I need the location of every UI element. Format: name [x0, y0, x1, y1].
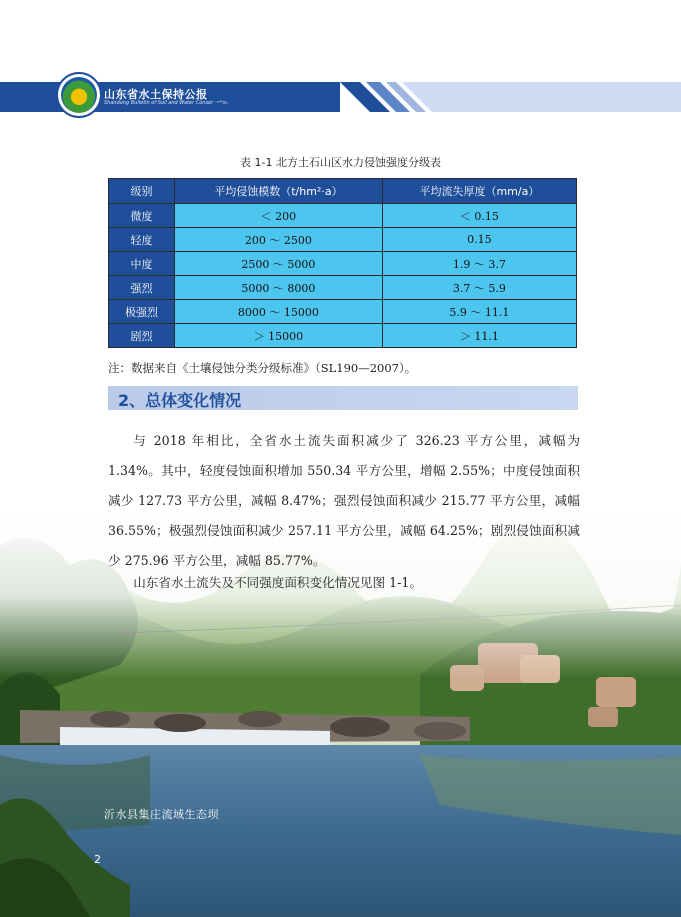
modulus-cell: 5000 ～ 8000	[175, 276, 383, 300]
table-header-cell: 级别	[109, 179, 175, 204]
table-row	[109, 228, 577, 252]
thickness-cell: 5.9 ～ 11.1	[382, 300, 576, 324]
figure-reference: 山东省水土流失及不同强度面积变化情况见图 1-1。	[133, 575, 422, 590]
page-number: 2	[94, 853, 101, 866]
grade-cell: 极强烈	[109, 300, 175, 324]
header-subtitle: Shandong Bulletin of Soil and Water Conservation	[104, 100, 229, 106]
erosion-grade-table	[108, 178, 577, 348]
banner-stripes	[0, 82, 681, 112]
thickness-cell: 1.9 ～ 3.7	[382, 252, 576, 276]
table-header-cell: 平均侵蚀模数（t/hm²·a）	[175, 179, 383, 204]
table-row	[109, 276, 577, 300]
thickness-cell: 3.7 ～ 5.9	[382, 276, 576, 300]
table-row	[109, 204, 577, 228]
thickness-cell: ＞ 11.1	[382, 324, 576, 348]
table-header-cell: 平均流失厚度（mm/a）	[382, 179, 576, 204]
modulus-cell: ＞ 15000	[175, 324, 383, 348]
summary-paragraph: 与 2018 年相比，全省水土流失面积减少了 326.23 平方公里，减幅为 1.34%。其中，轻度侵蚀面积增加 550.34 平方公里，增幅 2.55%；中度侵蚀面积减少 127.73 平方公里，减幅 8.47%；强烈侵蚀面积减少 215.77 平方公里，减幅 36.55%；极强烈侵蚀面积减少 257.11 平方公里，减幅 64.25%；剧烈侵蚀面积减少 275.96 平方公里，减幅 85.77%。	[108, 433, 580, 568]
grade-cell: 轻度	[109, 228, 175, 252]
table-row	[109, 324, 577, 348]
header-title: 山东省水土保持公报	[104, 88, 208, 101]
grade-cell: 强烈	[109, 276, 175, 300]
modulus-cell: 2500 ～ 5000	[175, 252, 383, 276]
grade-cell: 剧烈	[109, 324, 175, 348]
section-title: 2、总体变化情况	[118, 391, 242, 410]
table-header-row	[109, 179, 577, 204]
table-title: 表 1-1 北方土石山区水力侵蚀强度分级表	[240, 156, 441, 169]
modulus-cell: ＜ 200	[175, 204, 383, 228]
table-note: 注：数据来自《土壤侵蚀分类分级标准》（SL190—2007）。	[108, 361, 417, 375]
grade-cell: 微度	[109, 204, 175, 228]
bulletin-logo	[56, 72, 102, 118]
grade-cell: 中度	[109, 252, 175, 276]
thickness-cell: ＜ 0.15	[382, 204, 576, 228]
modulus-cell: 8000 ～ 15000	[175, 300, 383, 324]
table-row	[109, 300, 577, 324]
header-banner	[0, 82, 681, 112]
modulus-cell: 200 ～ 2500	[175, 228, 383, 252]
photo-caption: 沂水县集庄流域生态坝	[104, 808, 219, 821]
thickness-cell: 0.15	[382, 228, 576, 252]
table-row	[109, 252, 577, 276]
header-year: 2019	[212, 84, 263, 109]
